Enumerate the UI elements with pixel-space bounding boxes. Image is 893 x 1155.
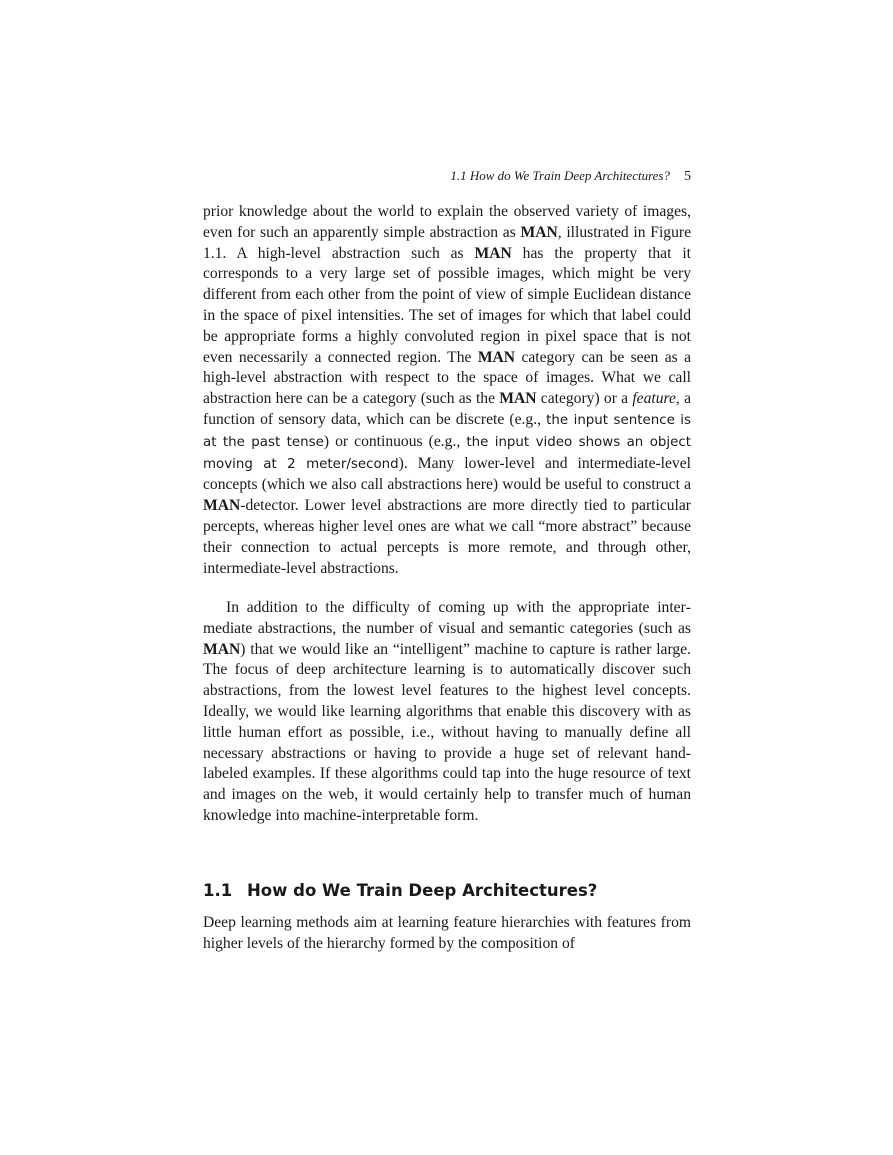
section-title: How do We Train Deep Architectures?	[247, 881, 598, 900]
bold-term: MAN	[499, 390, 537, 408]
bold-term: MAN	[203, 640, 241, 658]
text-run: -detector. Lower level abstractions are more directly tied to particular percepts, whereas higher level ones are what we call “more abstract” because their connection to actual percepts is more remote, and through other, intermediate-level abstractions.	[203, 497, 691, 577]
sans-example: the input sentence is at the past tense	[203, 412, 691, 450]
sans-example: the input video shows an object moving at 2 meter/second	[203, 434, 691, 472]
italic-term: feature	[632, 390, 676, 408]
text-run: ) that we would like an “intelligent” machine to capture is rather large. The focus of deep architecture learning is to automatically discover such abstractions, from the lowest level features to the highest level concepts. Ideally, we would like learning algorithms that enable this discovery with as little human effort as possible, i.e., without having to manually define all necessary abstractions or having to provide a huge set of relevant hand-labeled examples. If these algorithms could tap into the huge resource of text and images on the web, it would certainly help to transfer much of human knowledge into machine-interpretable form.	[203, 640, 691, 824]
body-paragraph-1	[203, 202, 691, 579]
bold-term: MAN	[477, 348, 516, 366]
text-run: has the property that it corresponds to a very large set of possible images, which might be very different from each other from the point of view of simple Euclidean distance in the space of pixel intensities. The set of images for which that label could be appropriate forms a highly convoluted region in pixel space that is not even necessarily a connected region. The	[203, 244, 691, 366]
text-run: , a function of sensory data, which can be discrete (e.g.,	[203, 390, 691, 428]
text-run: ). Many lower-level and intermediate-level concepts (which we also call abstractions here) would be useful to construct a	[203, 454, 691, 494]
section-heading	[203, 880, 691, 902]
text-run: ) or continuous (e.g.,	[323, 432, 467, 450]
body-paragraph-3	[203, 913, 691, 955]
text-run: , illustrated in Figure 1.1. A high-level abstraction such as	[203, 223, 691, 262]
text-run: In addition to the difficulty of coming up with the appropriate intermediate abstractions, the number of visual and semantic categories (such as	[203, 599, 691, 637]
text-run: category) or a	[536, 390, 633, 408]
bold-term: MAN	[520, 223, 558, 241]
body-paragraph-2	[203, 598, 691, 827]
page-number: 5	[684, 169, 691, 184]
text-run: prior knowledge about the world to explain the observed variety of images, even for such an apparently simple abstraction as	[203, 203, 691, 241]
section-number: 1.1	[203, 881, 233, 900]
bold-term: MAN	[203, 497, 241, 515]
running-head-title: 1.1 How do We Train Deep Architectures?	[450, 168, 670, 183]
text-run: Deep learning methods aim at learning feature hierarchies with features from higher levels of the hierarchy formed by the composition of	[203, 914, 691, 952]
bold-term: MAN	[474, 244, 512, 262]
text-run: category can be seen as a high-level abstraction with respect to the space of images. What we call abstraction here can be a category (such as the	[203, 348, 691, 408]
running-head	[203, 167, 691, 186]
